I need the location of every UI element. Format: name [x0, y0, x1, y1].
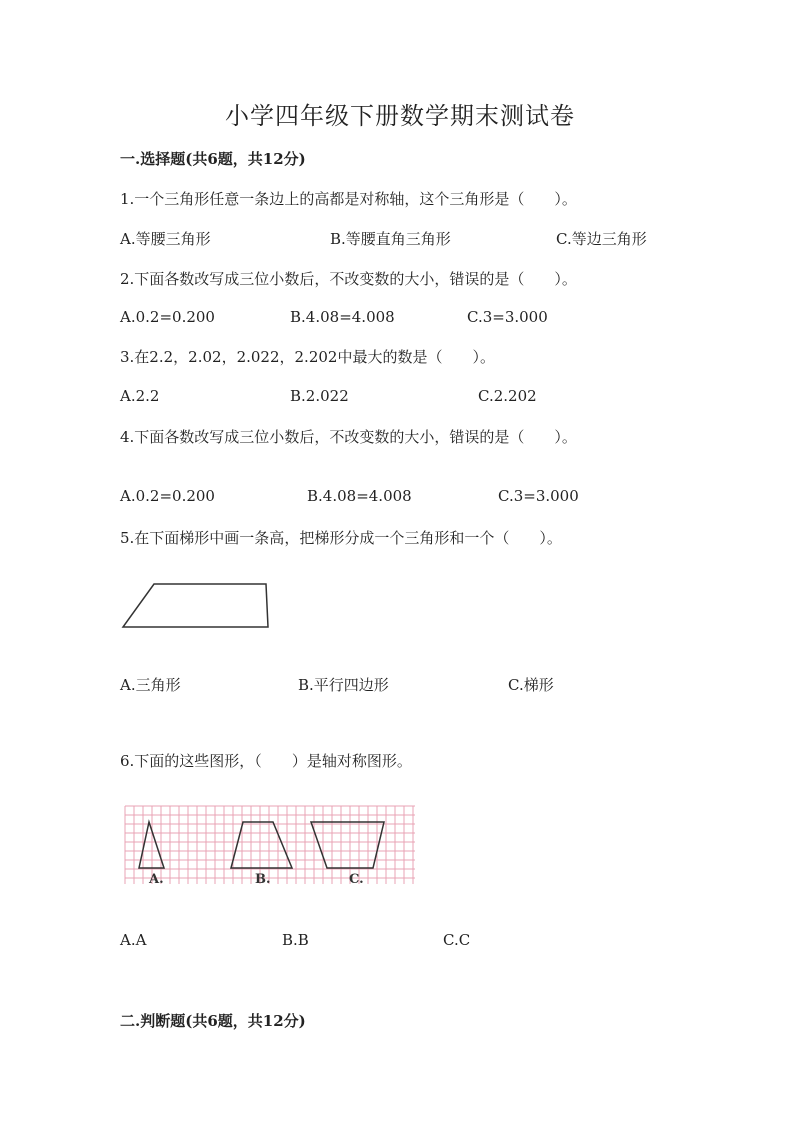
- q2-option-a[interactable]: A.0.2=0.200: [120, 308, 215, 326]
- question-4: 4.下面各数改写成三位小数后，不改变数的大小，错误的是（ ）。: [120, 428, 577, 446]
- figure-label-c: C.: [349, 872, 364, 887]
- q4-option-c[interactable]: C.3=3.000: [498, 487, 579, 505]
- q3-option-c[interactable]: C.2.202: [478, 387, 537, 405]
- grid-shapes-figure: [125, 806, 417, 886]
- q3-option-a[interactable]: A.2.2: [120, 387, 160, 405]
- q4-option-a[interactable]: A.0.2=0.200: [120, 487, 215, 505]
- question-5: 5.在下面梯形中画一条高，把梯形分成一个三角形和一个（ ）。: [120, 529, 562, 547]
- q2-option-c[interactable]: C.3=3.000: [467, 308, 548, 326]
- q2-option-b[interactable]: B.4.08=4.008: [290, 308, 395, 326]
- section-heading-choice: 一.选择题(共6题，共12分): [120, 150, 306, 168]
- q5-option-c[interactable]: C.梯形: [508, 676, 554, 694]
- trapezoid-shape: [123, 584, 268, 627]
- q1-option-b[interactable]: B.等腰直角三角形: [330, 230, 451, 248]
- figure-label-b: B.: [255, 872, 271, 887]
- q1-option-c[interactable]: C.等边三角形: [556, 230, 647, 248]
- figure-label-a: A.: [149, 872, 164, 887]
- q6-option-a[interactable]: A.A: [120, 931, 147, 949]
- q5-option-a[interactable]: A.三角形: [120, 676, 181, 694]
- q6-option-c[interactable]: C.C: [443, 931, 471, 949]
- q4-option-b[interactable]: B.4.08=4.008: [307, 487, 412, 505]
- q6-option-b[interactable]: B.B: [282, 931, 309, 949]
- trapezoid-figure: [120, 582, 272, 630]
- page-title: 小学四年级下册数学期末测试卷: [225, 102, 575, 130]
- parallelogram-shape-c: [311, 822, 384, 868]
- question-3: 3.在2.2，2.02，2.022，2.202中最大的数是（ ）。: [120, 348, 495, 366]
- question-2: 2.下面各数改写成三位小数后，不改变数的大小，错误的是（ ）。: [120, 270, 577, 288]
- trapezoid-shape-b: [231, 822, 292, 868]
- section-heading-judgment: 二.判断题(共6题，共12分): [120, 1012, 306, 1030]
- question-6: 6.下面的这些图形，（ ）是轴对称图形。: [120, 752, 412, 770]
- q5-option-b[interactable]: B.平行四边形: [298, 676, 389, 694]
- question-1: 1.一个三角形任意一条边上的高都是对称轴，这个三角形是（ ）。: [120, 190, 577, 208]
- q3-option-b[interactable]: B.2.022: [290, 387, 349, 405]
- q1-option-a[interactable]: A.等腰三角形: [120, 230, 211, 248]
